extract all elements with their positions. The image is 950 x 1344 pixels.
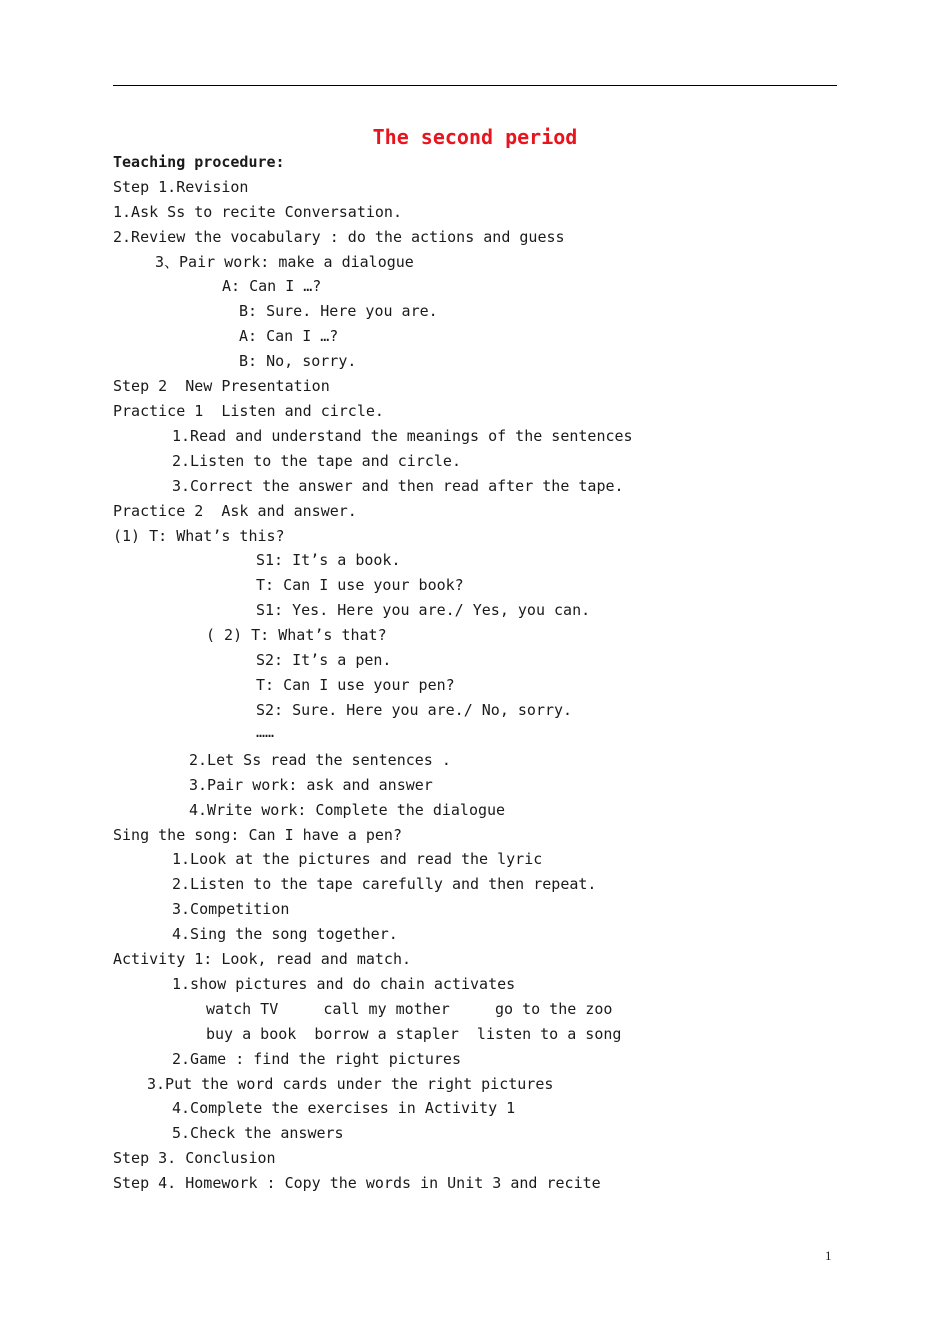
- text-line: 3.Put the word cards under the right pictures: [147, 1075, 554, 1093]
- text-line: 1.Read and understand the meanings of the sentences: [172, 427, 633, 445]
- activity-heading: Activity 1: Look, read and match.: [113, 950, 412, 968]
- step-heading: Step 1.Revision: [113, 178, 249, 196]
- text-line: 2.Let Ss read the sentences .: [189, 751, 451, 769]
- dialogue-line: S2: It’s a pen.: [256, 651, 392, 669]
- phrase-row: watch TV call my mother go to the zoo: [206, 1000, 613, 1018]
- dialogue-line: B: No, sorry.: [239, 352, 357, 370]
- dialogue-line: A: Can I …?: [239, 327, 339, 345]
- text-line: 4.Write work: Complete the dialogue: [189, 801, 506, 819]
- page-title: The second period: [372, 125, 578, 149]
- step-heading: Step 3. Conclusion: [113, 1149, 276, 1167]
- dialogue-line: (1) T: What’s this?: [113, 527, 285, 545]
- dialogue-line: B: Sure. Here you are.: [239, 302, 438, 320]
- text-line: 3.Competition: [172, 900, 290, 918]
- text-line: 3.Correct the answer and then read after the tape.: [172, 477, 624, 495]
- text-line: 2.Game : find the right pictures: [172, 1050, 461, 1068]
- phrase-row: buy a book borrow a stapler listen to a song: [206, 1025, 622, 1043]
- text-line: 1.Look at the pictures and read the lyric: [172, 850, 543, 868]
- dialogue-line: S1: Yes. Here you are./ Yes, you can.: [256, 601, 591, 619]
- text-line: 1.Ask Ss to recite Conversation.: [113, 203, 402, 221]
- text-line: 3、Pair work: make a dialogue: [155, 253, 414, 271]
- text-line: 2.Review the vocabulary : do the actions and guess: [113, 228, 565, 246]
- text-line: 3.Pair work: ask and answer: [189, 776, 433, 794]
- text-line: 4.Sing the song together.: [172, 925, 398, 943]
- page-number: 1: [825, 1248, 832, 1263]
- section-heading: Sing the song: Can I have a pen?: [113, 826, 402, 844]
- dialogue-line: T: Can I use your book?: [256, 576, 464, 594]
- text-line: 1.show pictures and do chain activates: [172, 975, 516, 993]
- step-heading: Step 2 New Presentation: [113, 377, 330, 395]
- step-heading: Step 4. Homework : Copy the words in Unit 3 and recite: [113, 1174, 601, 1192]
- dialogue-line: ( 2) T: What’s that?: [206, 626, 387, 644]
- text-line: 5.Check the answers: [172, 1124, 344, 1142]
- text-line: 4.Complete the exercises in Activity 1: [172, 1099, 516, 1117]
- header-rule: [113, 85, 837, 86]
- ellipsis: ……: [256, 723, 275, 741]
- dialogue-line: S1: It’s a book.: [256, 551, 401, 569]
- dialogue-line: A: Can I …?: [222, 277, 322, 295]
- text-line: 2.Listen to the tape and circle.: [172, 452, 461, 470]
- dialogue-line: S2: Sure. Here you are./ No, sorry.: [256, 701, 573, 719]
- practice-heading: Practice 1 Listen and circle.: [113, 402, 384, 420]
- section-heading: Teaching procedure:: [113, 153, 285, 171]
- dialogue-line: T: Can I use your pen?: [256, 676, 455, 694]
- practice-heading: Practice 2 Ask and answer.: [113, 502, 357, 520]
- text-line: 2.Listen to the tape carefully and then repeat.: [172, 875, 597, 893]
